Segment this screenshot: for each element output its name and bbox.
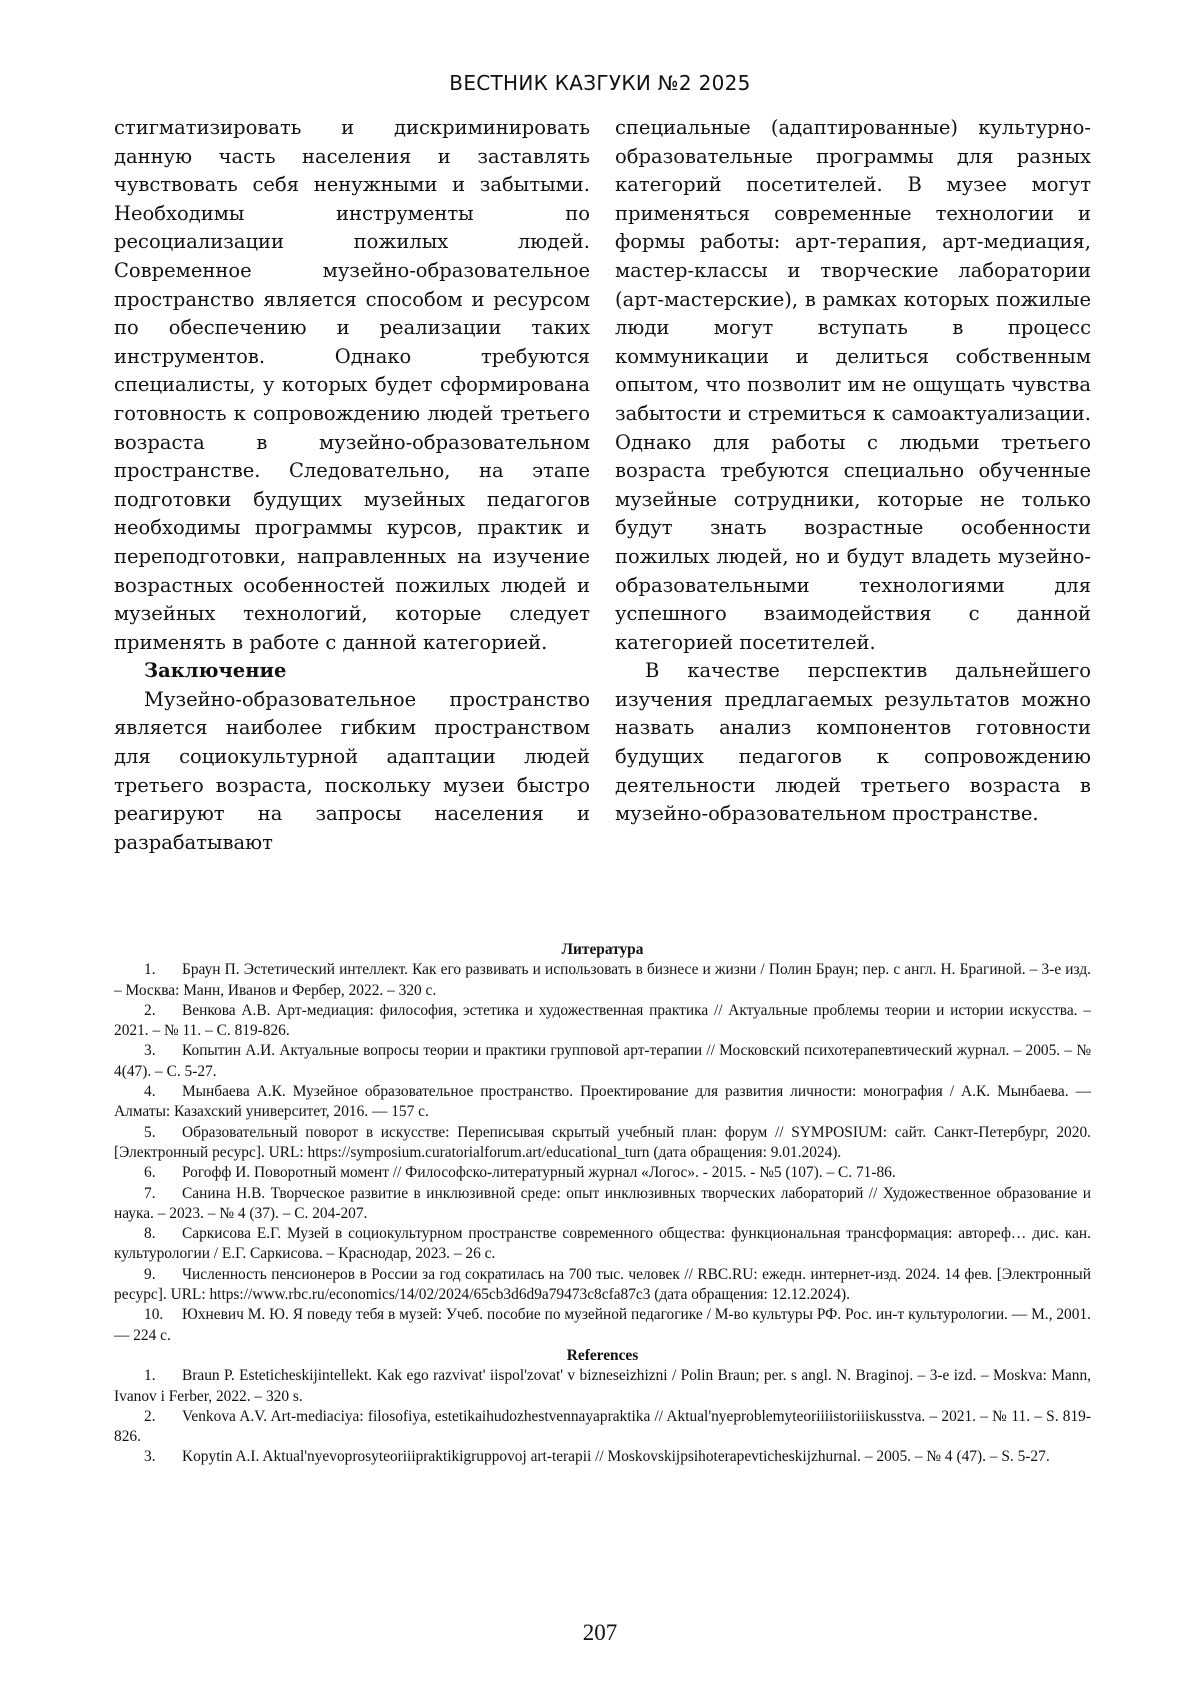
references-heading: References: [566, 1346, 639, 1364]
article-body: [114, 114, 1091, 922]
literature-list: [114, 960, 1091, 1346]
right-column: [615, 114, 1091, 829]
literature-item: 9. Численность пенсионеров в России за год сократилась на 700 тыс. человек // RBC.RU: ежедн. интернет-изд. 2024. 14 фев. [Электронный ресурс]. URL: https://www.rbc.ru/economics/14/02/2024/65cb3d6d9a79473c8cfa87c3 (дата обращения: 12.12.2024).: [114, 1265, 1091, 1304]
literature-item: 2. Венкова А.В. Арт-медиация: философия, эстетика и художественная практика // Актуальные проблемы теории и истории искусства. – 2021. – № 11. – С. 819-826.: [114, 1001, 1091, 1040]
literature-item: 3. Копытин А.И. Актуальные вопросы теории и практики групповой арт-терапии // Московский психотерапевтический журнал. – 2005. – № 4(47). – С. 5-27.: [114, 1042, 1091, 1080]
left-column: [114, 114, 590, 857]
literature-item: 4. Мынбаева А.К. Музейное образовательное пространство. Проектирование для развития личности: монография / А.К. Мынбаева. — Алматы: Казахский университет, 2016. — 157 с.: [114, 1083, 1091, 1121]
body-paragraph: В качестве перспектив дальнейшего изучения предлагаемых результатов можно назвать анализ компонентов готовности будущих педагогов к сопровождению деятельности людей третьего возраста в музейно-образовательном пространстве.: [615, 659, 1091, 826]
literature-heading: Литература: [561, 941, 644, 958]
literature-item: 5. Образовательный поворот в искусстве: Переписывая скрытый учебный план: форум // SYMPOSIUM: сайт. Санкт-Петербург, 2020. [Электронный ресурс]. URL: https://symposium.curatorialforum.art/educational_turn (дата обращения: 9.01.2024).: [114, 1123, 1091, 1161]
body-paragraph: Музейно-образовательное пространство является наиболее гибким пространством для социокультурной адаптации людей третьего возраста, поскольку музеи быстро реагируют на запросы населения и разрабатывают: [114, 687, 590, 854]
literature-item: 1. Браун П. Эстетический интеллект. Как его развивать и использовать в бизнесе и жизни / Полин Браун; пер. с англ. Н. Брагиной. – 3-е изд. – Москва: Манн, Иванов и Фербер, 2022. – 320 с.: [114, 961, 1091, 999]
page-number: 207: [582, 1620, 618, 1645]
body-paragraph: стигматизировать и дискриминировать данную часть населения и заставлять чувствовать себя ненужными и забытыми. Необходимы инструменты по ресоциализации пожилых людей. Современное музейно-образовательное пространство является способом и ресурсом по обеспечению и реализации таких инструментов. Однако требуются специалисты, у которых будет сформирована готовность к сопровождению людей третьего возраста в музейно-образовательном пространстве. Следовательно, на этапе подготовки будущих музейных педагогов необходимы программы курсов, практик и переподготовки, направленных на изучение возрастных особенностей пожилых людей и музейных технологий, которые следует применять в работе с данной категорией.: [114, 116, 590, 654]
bibliography: [114, 940, 1091, 1468]
section-heading-conclusion: Заключение: [144, 659, 287, 683]
references-list: [114, 1366, 1091, 1467]
literature-item: 8. Саркисова Е.Г. Музей в социокультурном пространстве современного общества: функциональная трансформация: автореф… дис. кан. культурологии / Е.Г. Саркисова. – Краснодар, 2023. – 26 с.: [114, 1225, 1091, 1263]
literature-item: 10. Юхневич М. Ю. Я поведу тебя в музей: Учеб. пособие по музейной педагогике / М-во культуры РФ. Рос. ин-т культурологии. — М., 2001. — 224 с.: [114, 1306, 1091, 1344]
running-header: ВЕСТНИК КАЗГУКИ №2 2025: [449, 71, 751, 95]
reference-item: 2. Venkova A.V. Art-mediaciya: filosofiya, estetikaihudozhestvennayapraktika // Aktual'nyeproblemyteoriiiistoriiiskusstva. – 2021. – № 11. – S. 819-826.: [114, 1407, 1091, 1446]
body-paragraph: специальные (адаптированные) культурно-образовательные программы для разных категорий посетителей. В музее могут применяться современные технологии и формы работы: арт-терапия, арт-медиация, мастер-классы и творческие лаборатории (арт-мастерские), в рамках которых пожилые люди могут вступать в процесс коммуникации и делиться собственным опытом, что позволит им не ощущать чувства забытости и стремиться к самоактуализации. Однако для работы с людьми третьего возраста требуются специально обученные музейные сотрудники, которые не только будут знать возрастные особенности пожилых людей, но и будут владеть музейно-образовательными технологиями для успешного взаимодействия с данной категорией посетителей.: [615, 116, 1091, 654]
reference-item: 3. Kopytin A.I. Aktual'nyevoprosyteoriiipraktikigruppovoj art-terapii // Moskovskijpsihoterapevticheskijzhurnal. – 2005. – № 4 (47). – S. 5-27.: [144, 1448, 1050, 1466]
literature-item: 7. Санина Н.В. Творческое развитие в инклюзивной среде: опыт инклюзивных творческих лабораторий // Художественное образование и наука. – 2023. – № 4 (37). – С. 204-207.: [114, 1184, 1091, 1222]
literature-item: 6. Рогофф И. Поворотный момент // Философско-литературный журнал «Логос». - 2015. - №5 (107). – С. 71-86.: [144, 1164, 896, 1182]
reference-item: 1. Braun P. Esteticheskijintellekt. Kak ego razvivat' iispol'zovat' v bizneseizhizni / Polin Braun; per. s angl. N. Braginoj. – 3-e izd. – Moskva: Mann, Ivanov i Ferber, 2022. – 320 s.: [114, 1367, 1091, 1405]
